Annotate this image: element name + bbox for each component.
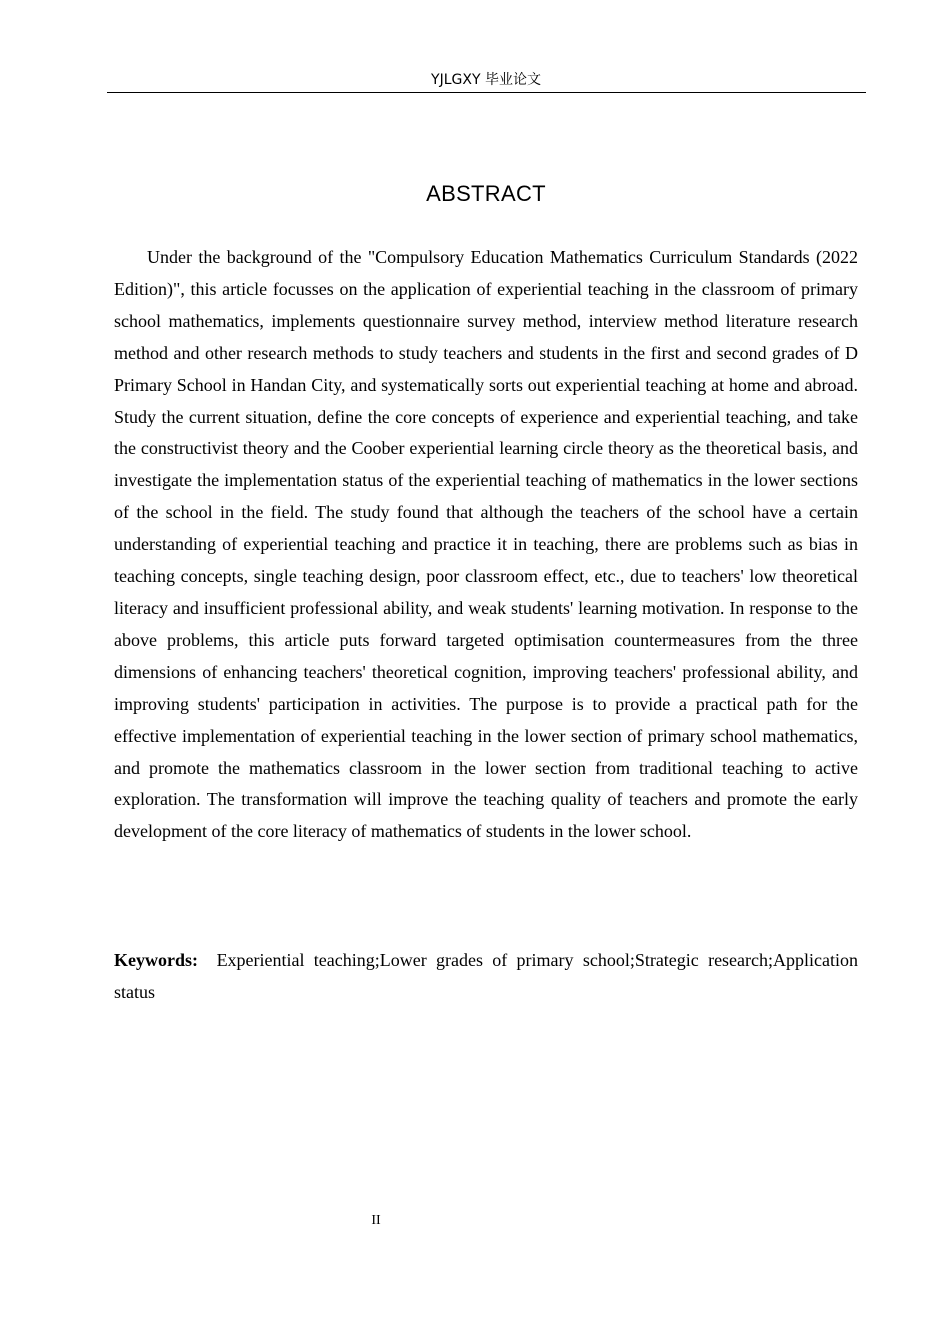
keywords-label: Keywords: bbox=[114, 950, 198, 970]
running-header: YJLGXY 毕业论文 bbox=[431, 72, 541, 88]
page-number: II bbox=[371, 1213, 381, 1228]
abstract-body: Under the background of the "Compulsory Education Mathematics Curriculum Standards (2022 Edition)", this article focusses on the application of experiential teaching in the classroom of primary school mathematics, implements questionnaire survey method, interview method literature research method and other research methods to study teachers and students in the first and second grades of D Primary School in Handan City, and systematically sorts out experiential teaching at home and abroad. Study the current situation, define the core concepts of experience and experiential teaching, and take the constructivist theory and the Coober experiential learning circle theory as the theoretical basis, and investigate the implementation status of the experiential teaching of mathematics in the lower sections of the school in the field. The study found that although the teachers of the school have a certain understanding of experiential teaching and practice it in teaching, there are problems such as bias in teaching concepts, single teaching design, poor classroom effect, etc., due to teachers' low theoretical literacy and insufficient professional ability, and weak students' learning motivation. In response to the above problems, this article puts forward targeted optimisation countermeasures from the three dimensions of enhancing teachers' theoretical cognition, improving teachers' professional ability, and improving students' participation in activities. The purpose is to provide a practical path for the effective implementation of experiential teaching in the lower section of primary school mathematics, and promote the mathematics classroom in the lower section from traditional teaching to active exploration. The transformation will improve the teaching quality of teachers and promote the early development of the core literacy of mathematics of students in the lower school. bbox=[114, 247, 858, 842]
keywords-paragraph bbox=[114, 944, 858, 1008]
abstract-title: ABSTRACT bbox=[426, 181, 546, 206]
keywords-text: Experiential teaching;Lower grades of primary school;Strategic research;Application status bbox=[114, 950, 859, 1002]
header-divider bbox=[107, 92, 866, 93]
